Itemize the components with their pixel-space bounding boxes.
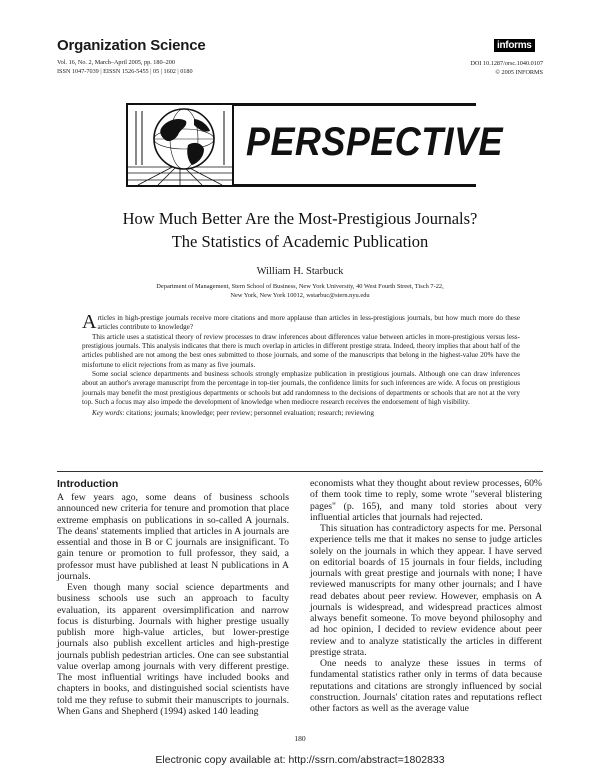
abstract-paragraph-1 — [82, 311, 520, 333]
drop-cap: A — [82, 311, 97, 333]
perspective-banner — [126, 103, 504, 187]
issn-line: ISSN 1047-7039 | EISSN 1526-5455 | 05 | 1602 | 0180 — [57, 68, 193, 75]
globe-icon — [126, 103, 234, 187]
body-paragraph: A few years ago, some deans of business schools announced new criteria for tenure and promotion that place extreme emphasis on publications in so-called A journals. The deans' statements implied that articles in A journals are essential and those in B or C journals are insignificant. To gain tenure or promotion to full professor, they said, a professor must have published at least N publications in A journals. — [57, 492, 289, 582]
body-paragraph: This situation has contradictory aspects for me. Personal experience tells me that it makes no sense to judge articles solely on the journals in which they appear. I have served on editorial boards of 15 journals in four fields, including journals with great prestige and journals with none; I have reviewed manuscripts for many other journals; and I have read debates about peer review. However, emphasis on A journals is widespread, and widespread practices almost always benefit someone. To move beyond philosophy and ad hoc opinion, I decided to review evidence about peer review and to analyze statistically the articles in different prestige strata. — [310, 523, 542, 658]
body-paragraph: One needs to analyze these issues in terms of fundamental statistics rather only in terms of data because reputations and citations are strongly influenced by social construction. Journals' citation rates and reputations reflect other factors as well as the average value — [310, 658, 542, 714]
section-divider — [57, 471, 543, 472]
informs-logo: informs — [494, 39, 535, 52]
abstract-paragraph-1-text: rticles in high-prestige journals receive more citations and more applause than articles in less-prestigious journals, but how much more do these articles contribute to knowledge? — [97, 314, 520, 332]
body-paragraph: Even though many social science departments and business schools use such an approach to faculty evaluation, its apparent oversimplification and narrow focus is disturbing. Journals with higher prestige usually publish more high-value articles, but lower-prestige journals also publish excellent articles and high-prestige journals publish pedestrian articles. One can see substantial value overlap among journals with very different prestige. The most influential writings have included books and chapters in books, and distinguished social scientists have told me they refuse to submit their manuscripts to journals. When Gans and Shepherd (1994) asked 140 leading — [57, 582, 289, 717]
abstract-paragraph-2: This article uses a statistical theory of review processes to draw inferences about differences value between articles in more-prestigious versus less-prestigious journals. This analysis indicates that there is much overlap in articles in different prestige strata. Indeed, theory implies that about half of the articles published are not among the best ones submitted to those journals, and some of the manuscripts that belong in the highest-value 20% have the misfortune to elicit rejections from as many as five journals. — [82, 332, 520, 369]
body-column-right — [310, 478, 542, 714]
body-column-left — [57, 478, 289, 717]
perspective-word: PERSPECTIVE — [246, 120, 504, 164]
page-number: 180 — [294, 734, 306, 743]
keywords — [82, 409, 520, 418]
journal-meta — [57, 58, 193, 76]
title-line-1: How Much Better Are the Most-Prestigious Journals? — [122, 209, 478, 228]
author-name: William H. Starbuck — [256, 266, 344, 277]
author-affiliation — [0, 282, 600, 300]
section-heading: Introduction — [57, 478, 119, 490]
doi-block — [470, 59, 543, 77]
copyright-line: © 2005 INFORMS — [495, 69, 543, 76]
keywords-text: : citations; journals; knowledge; peer review; personnel evaluation; research; reviewing — [122, 409, 374, 418]
journal-title: Organization Science — [57, 37, 206, 54]
volume-line: Vol. 16, No. 2, March–April 2005, pp. 180–200 — [57, 59, 175, 66]
body-paragraph: economists what they thought about review processes, 60% of them took time to reply, some wrote "several blistering pages" (p. 165), and many told stories about very influential articles that journals had rejected. — [310, 478, 542, 523]
affiliation-line-1: Department of Management, Stern School of Business, New York University, 40 West Fourth Street, Tisch 7-22, — [156, 283, 444, 290]
keywords-label: Key words — [92, 409, 123, 418]
article-title — [0, 207, 600, 253]
title-line-2: The Statistics of Academic Publication — [171, 232, 429, 251]
affiliation-line-2: New York, New York 10012, wstarbuc@stern.nyu.edu — [230, 292, 370, 299]
doi-line: DOI 10.1287/orsc.1040.0107 — [470, 60, 543, 67]
abstract-paragraph-3: Some social science departments and business schools strongly emphasize publication in prestigious journals. Although one can draw inferences about an author's average manuscript from the percentage in top-tier journals, the confidence limits for such inferences are wide. A focus on prestigious journals may benefit the most prestigious departments or schools but add randomness to the decisions of departments or schools that are not at the very top. Such a focus may also impede the development of knowledge when mediocre research receives the endorsement of high visibility. — [82, 370, 520, 407]
ssrn-footer: Electronic copy available at: http://ssrn.com/abstract=1802833 — [155, 754, 445, 766]
abstract — [82, 311, 520, 419]
